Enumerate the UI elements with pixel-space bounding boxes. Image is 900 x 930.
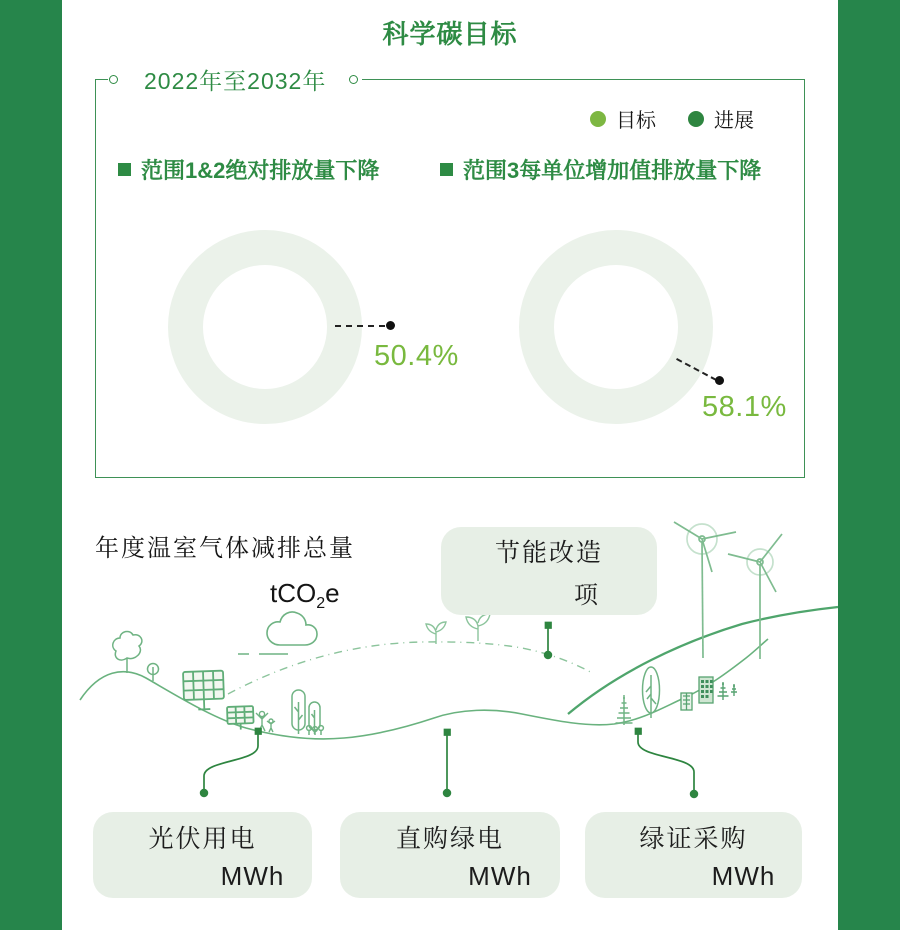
scope12-value: 50.4%	[374, 340, 459, 372]
legend-target-label: 目标	[616, 110, 656, 132]
legend-item-target	[590, 104, 656, 133]
ghg-unit-sub: 2	[316, 595, 326, 613]
legend	[590, 104, 754, 133]
legend-item-progress	[688, 104, 754, 133]
connector-line	[201, 623, 698, 798]
panel-border-segment	[362, 79, 805, 80]
green-certificate-card	[585, 812, 802, 898]
section-heading-scope12	[118, 154, 379, 185]
right-green-bar	[838, 0, 900, 930]
section-heading-label: 范围1&2绝对排放量下降	[141, 158, 380, 183]
square-bullet-icon	[440, 163, 453, 176]
solar-power-card-label: 光伏用电	[148, 824, 257, 853]
retrofit-card	[441, 527, 657, 615]
cloud-icon	[267, 612, 317, 645]
panel-border-segment	[95, 79, 108, 80]
building-icon	[681, 677, 713, 710]
ghg-unit-suffix: e	[325, 578, 340, 608]
progress-dot-icon	[688, 111, 704, 127]
ghg-unit-prefix: tCO	[270, 578, 317, 608]
legend-progress-label: 进展	[714, 110, 754, 132]
retrofit-card-unit: 项	[574, 581, 598, 609]
retrofit-card-label: 节能改造	[494, 538, 603, 567]
square-bullet-icon	[118, 163, 131, 176]
section-heading-scope3	[440, 154, 761, 185]
ghg-section-title: 年度温室气体减排总量	[95, 535, 355, 562]
sprout-icon	[426, 614, 490, 644]
distant-hill-line	[228, 642, 594, 694]
solar-power-card	[93, 812, 312, 898]
callout-dot	[715, 376, 724, 385]
border-node-circle	[109, 75, 118, 84]
sbt-panel	[95, 68, 805, 478]
wind-turbine-icon	[674, 522, 782, 659]
page-title: 科学碳目标	[382, 19, 518, 49]
border-node-circle	[349, 75, 358, 84]
target-dot-icon	[590, 111, 606, 127]
donut-chart-scope3	[519, 230, 713, 424]
callout-dot	[386, 321, 395, 330]
green-power-card	[340, 812, 560, 898]
scope3-value: 58.1%	[702, 391, 787, 423]
callout-dashed-line	[335, 325, 385, 327]
period-label: 2022年至2032年	[144, 68, 327, 94]
green-power-card-label: 直购绿电	[395, 824, 504, 853]
section-heading-label: 范围3每单位增加值排放量下降	[463, 158, 762, 183]
green-certificate-card-unit: MWh	[711, 860, 776, 891]
green-power-card-unit: MWh	[468, 860, 532, 891]
donut-chart-scope12	[168, 230, 362, 424]
left-green-bar	[0, 0, 62, 930]
green-certificate-card-label: 绿证采购	[639, 824, 748, 853]
solar-panel-icon	[183, 671, 254, 730]
solar-power-card-unit: MWh	[220, 860, 285, 891]
pine-tree-icon	[718, 682, 738, 700]
tree-icon	[292, 690, 323, 735]
